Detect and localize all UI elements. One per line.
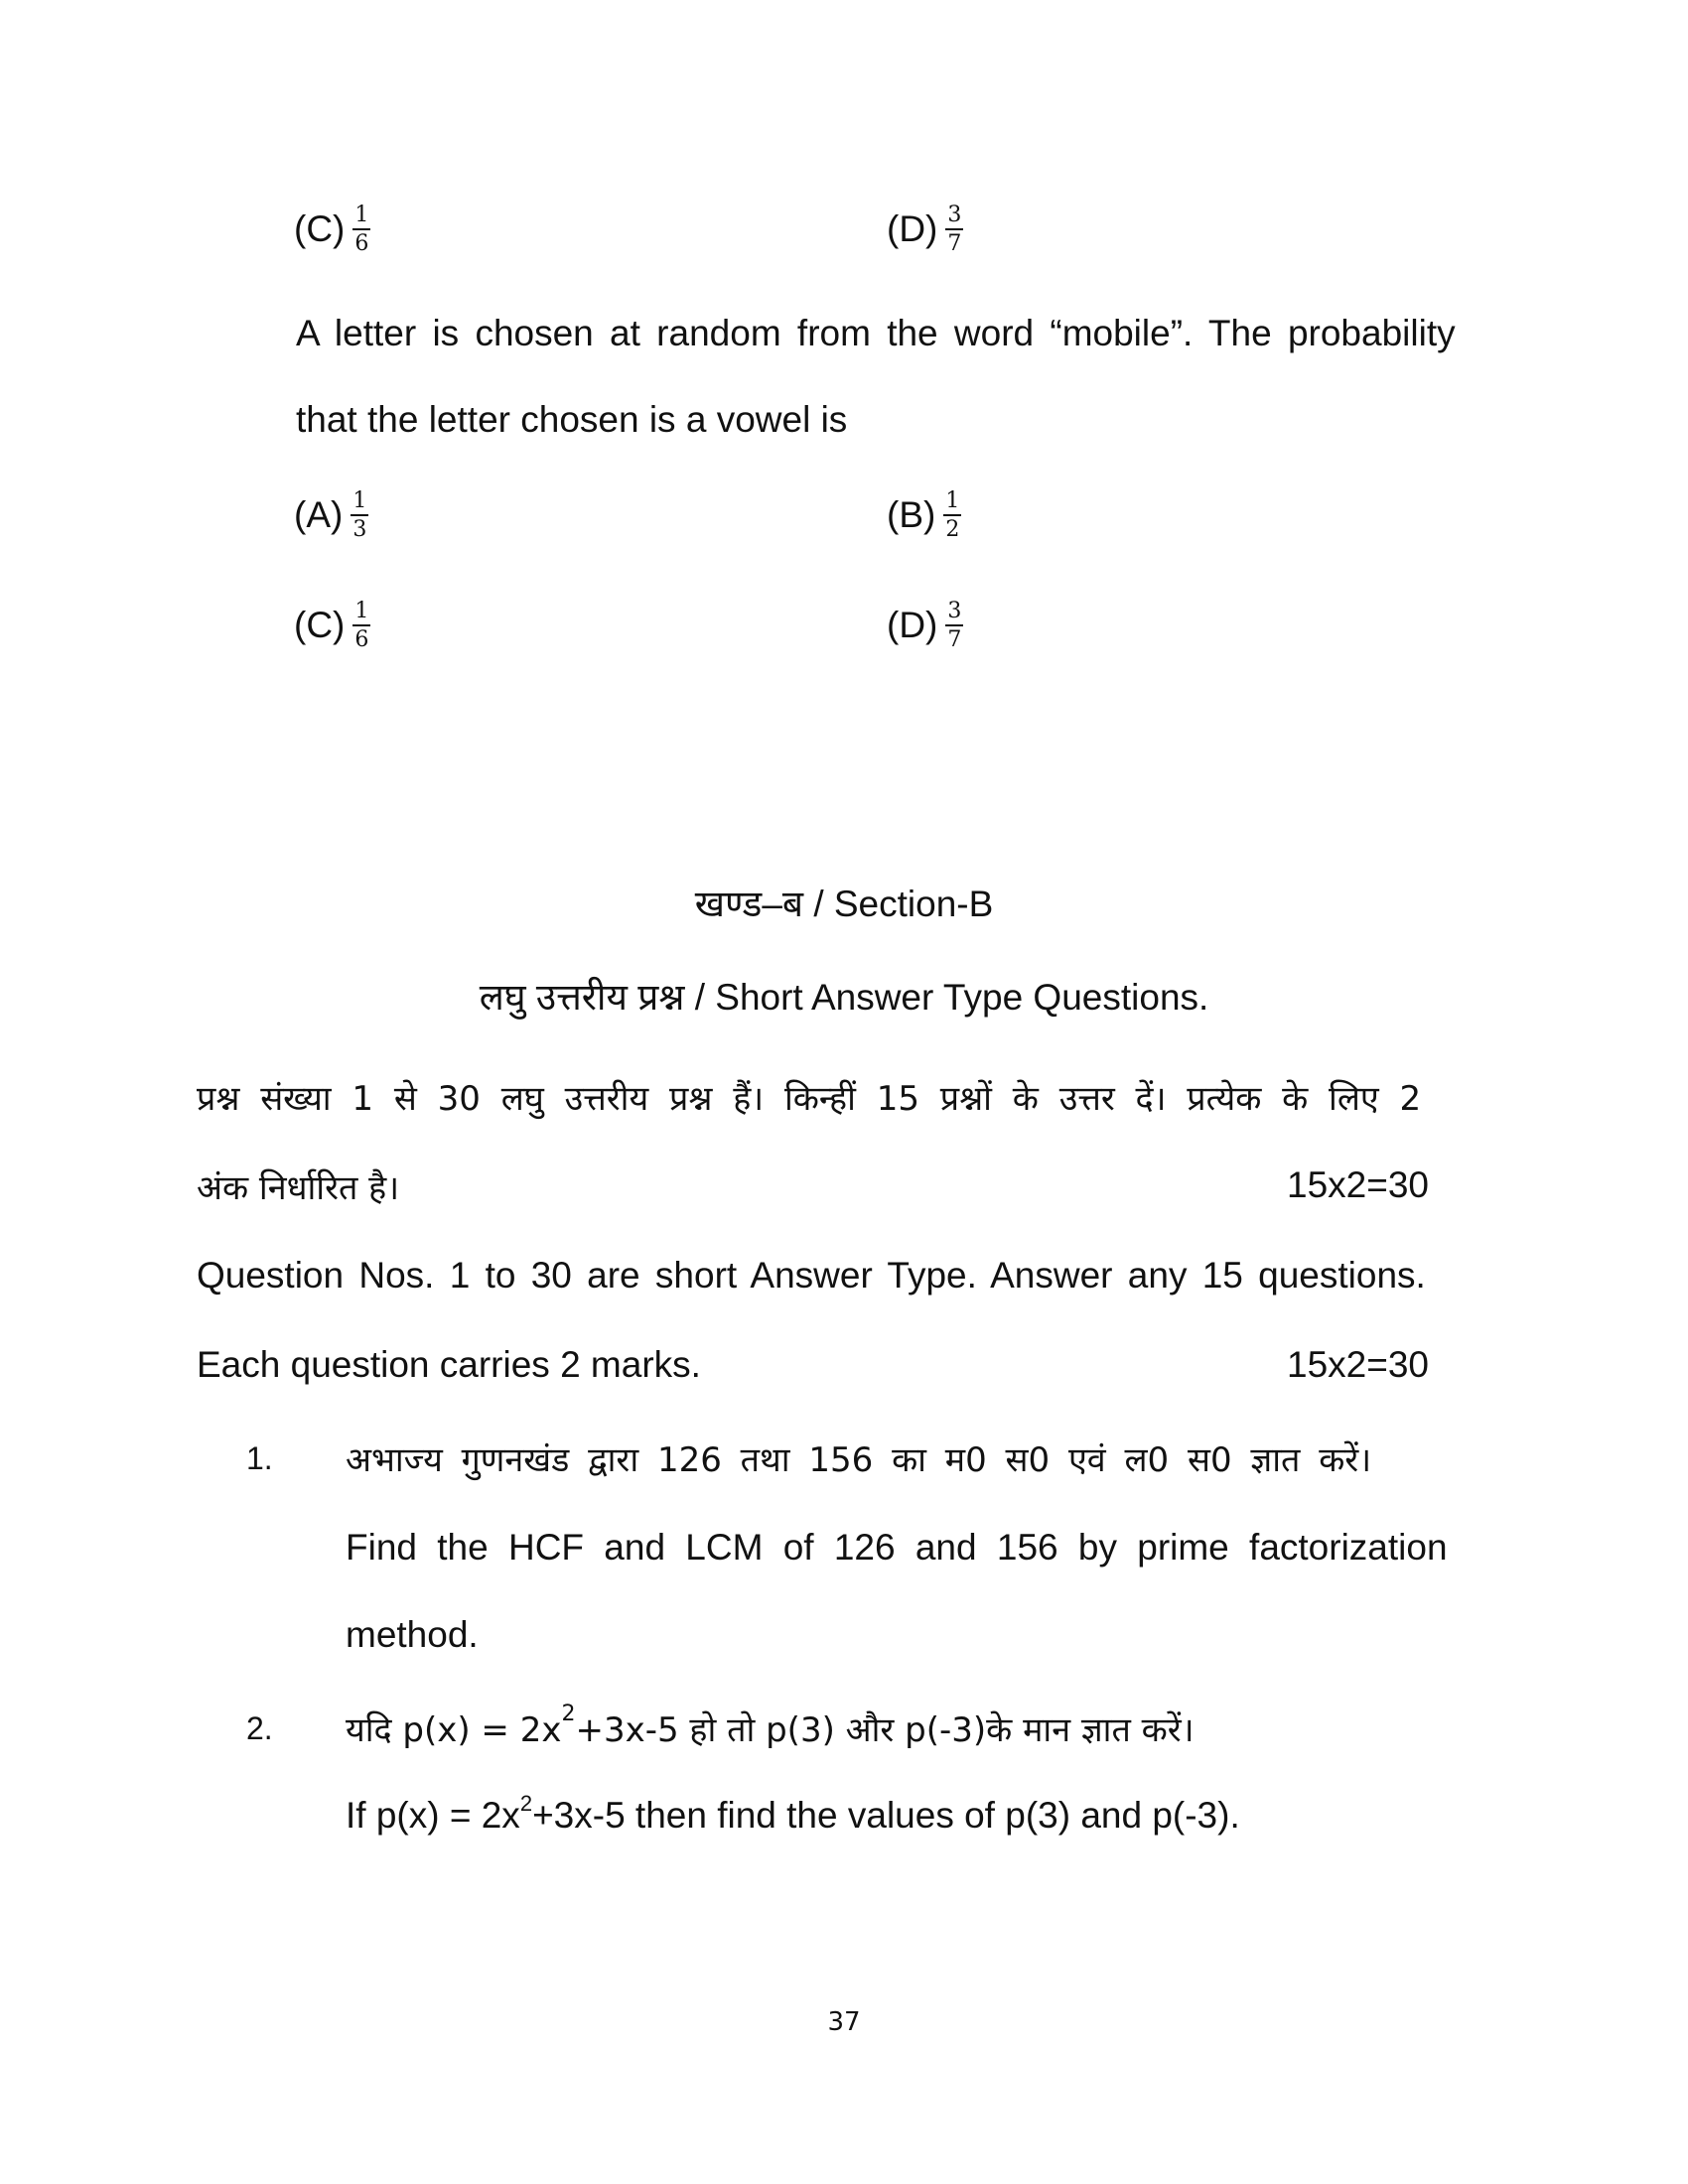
fraction: $\frac{3}{7}$: [947, 203, 962, 257]
option-d-prev: [887, 204, 963, 255]
option-c-prev: [294, 204, 370, 255]
instructions-hindi-line1: प्रश्न संख्या 1 से 30 लघु उत्तरीय प्रश्न हैं। किन्हीं 15 प्रश्नों के उत्तर दें। प्रत्येक के लिए 2: [197, 1079, 1422, 1119]
question-1-english-line2: method.: [346, 1614, 479, 1655]
fraction: $\frac{1}{2}$: [945, 488, 960, 543]
option-label: (D): [887, 208, 938, 250]
fraction: $\frac{1}{6}$: [354, 599, 369, 653]
question-mobile-line2: that the letter chosen is a vowel is: [296, 399, 848, 440]
instructions-english-line1: Question Nos. 1 to 30 are short Answer Type. Answer any 15 questions.: [197, 1255, 1426, 1296]
section-subtitle: लघु उत्तरीय प्रश्न / Short Answer Type Questions.: [479, 977, 1209, 1018]
option-label: (C): [294, 208, 346, 250]
section-title: खण्ड–ब / Section-B: [694, 884, 994, 924]
marks-hindi: 15x2=30: [1287, 1164, 1429, 1205]
option-d: (D) $\frac{3}{7}$: [887, 599, 962, 653]
option-a: (A) $\frac{1}{3}$: [294, 488, 367, 543]
marks-english: 15x2=30: [1287, 1344, 1429, 1385]
fraction: $\frac{1}{6}$: [354, 203, 369, 257]
question-2-hindi: यदि $p(x) = 2x^2+3x-5$ हो तो p(3) और p(-3)के मान ज्ञात करें।: [346, 1702, 1195, 1750]
fraction: $\frac{3}{7}$: [947, 599, 962, 653]
question-number: 1.: [246, 1440, 273, 1476]
question-1-english-line1: Find the HCF and LCM of 126 and 156 by prime factorization: [346, 1527, 1448, 1568]
question-2-english: If $p(x) = 2x^2+3x-5$ then find the values of p(3) and p(-3).: [346, 1791, 1240, 1836]
fraction: $\frac{1}{3}$: [352, 488, 367, 543]
question-1-hindi: अभाज्य गुणनखंड द्वारा 126 तथा 156 का म0 स0 एवं ल0 स0 ज्ञात करें।: [346, 1440, 1372, 1480]
option-b: (B) $\frac{1}{2}$: [887, 488, 960, 543]
option-c: (C) $\frac{1}{6}$: [294, 599, 369, 653]
instructions-english-line2: Each question carries 2 marks.: [197, 1344, 701, 1385]
page-number: 37: [827, 2007, 861, 2037]
instructions-hindi-line2: अंक निर्धारित है।: [197, 1168, 400, 1208]
question-mobile-line1: A letter is chosen at random from the word “mobile”. The probability: [296, 313, 1456, 353]
question-number: 2.: [246, 1710, 273, 1746]
